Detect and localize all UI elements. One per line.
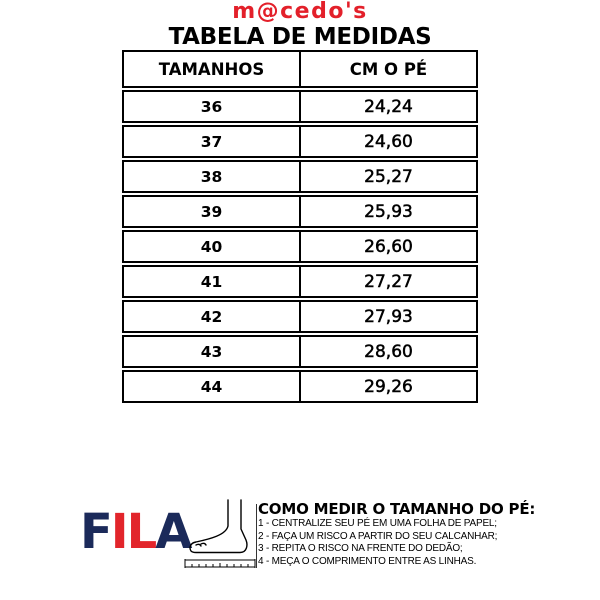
instructions-title: COMO MEDIR O TAMANHO DO PÉ: [258, 500, 536, 518]
instruction-step: 4 - MEÇA O COMPRIMENTO ENTRE AS LINHAS. [258, 555, 477, 567]
page-title: TABELA DE MEDIDAS [168, 24, 432, 50]
cm-cell: 24,60 [299, 127, 476, 156]
size-cell: 43 [200, 342, 223, 361]
measure-instructions [258, 501, 588, 568]
size-cell: 42 [200, 307, 223, 326]
ruler-icon [185, 559, 255, 568]
foot-outline-icon [190, 500, 247, 553]
size-cell: 44 [200, 377, 223, 396]
instruction-step: 1 - CENTRALIZE SEU PÉ EM UMA FOLHA DE PAPEL; [258, 518, 497, 529]
cm-cell: 25,93 [299, 197, 476, 226]
instruction-step: 3 - REPITA O RISCO NA FRENTE DO DEDÃO; [258, 543, 463, 555]
instruction-step: 2 - FAÇA UM RISCO A PARTIR DO SEU CALCANHAR; [258, 530, 498, 542]
table-row [122, 195, 478, 228]
table-row [122, 125, 478, 158]
table-row [122, 265, 478, 298]
table-row [122, 370, 478, 403]
foot-measure-illustration [180, 495, 260, 575]
fila-logo-letter: I [110, 504, 127, 560]
cm-cell: 27,27 [299, 267, 476, 296]
fila-logo-letter: F [80, 504, 111, 560]
fila-logo-letter: L [126, 504, 156, 560]
cm-cell: 24,24 [299, 92, 476, 121]
cm-cell: 28,60 [299, 337, 476, 366]
cm-cell: 27,93 [299, 302, 476, 331]
cm-cell: 25,27 [299, 162, 476, 191]
cm-cell: 29,26 [299, 372, 476, 401]
table-row [122, 160, 478, 193]
size-cell: 36 [200, 97, 223, 116]
column-header-size: TAMANHOS [158, 59, 265, 79]
fila-logo [80, 504, 191, 560]
size-cell: 37 [200, 132, 223, 151]
table-header-row [122, 50, 478, 88]
size-cell: 38 [200, 167, 223, 186]
column-header-cm: CM O PÉ [299, 52, 476, 86]
fila-logo-letter: A [155, 504, 191, 560]
size-cell: 41 [200, 272, 223, 291]
size-cell: 40 [200, 237, 223, 256]
cm-cell: 26,60 [299, 232, 476, 261]
table-row [122, 90, 478, 123]
table-row [122, 230, 478, 263]
table-row [122, 300, 478, 333]
brand-logo: m@cedo's [232, 0, 368, 24]
size-cell: 39 [200, 202, 223, 221]
table-row [122, 335, 478, 368]
size-table [122, 50, 478, 403]
